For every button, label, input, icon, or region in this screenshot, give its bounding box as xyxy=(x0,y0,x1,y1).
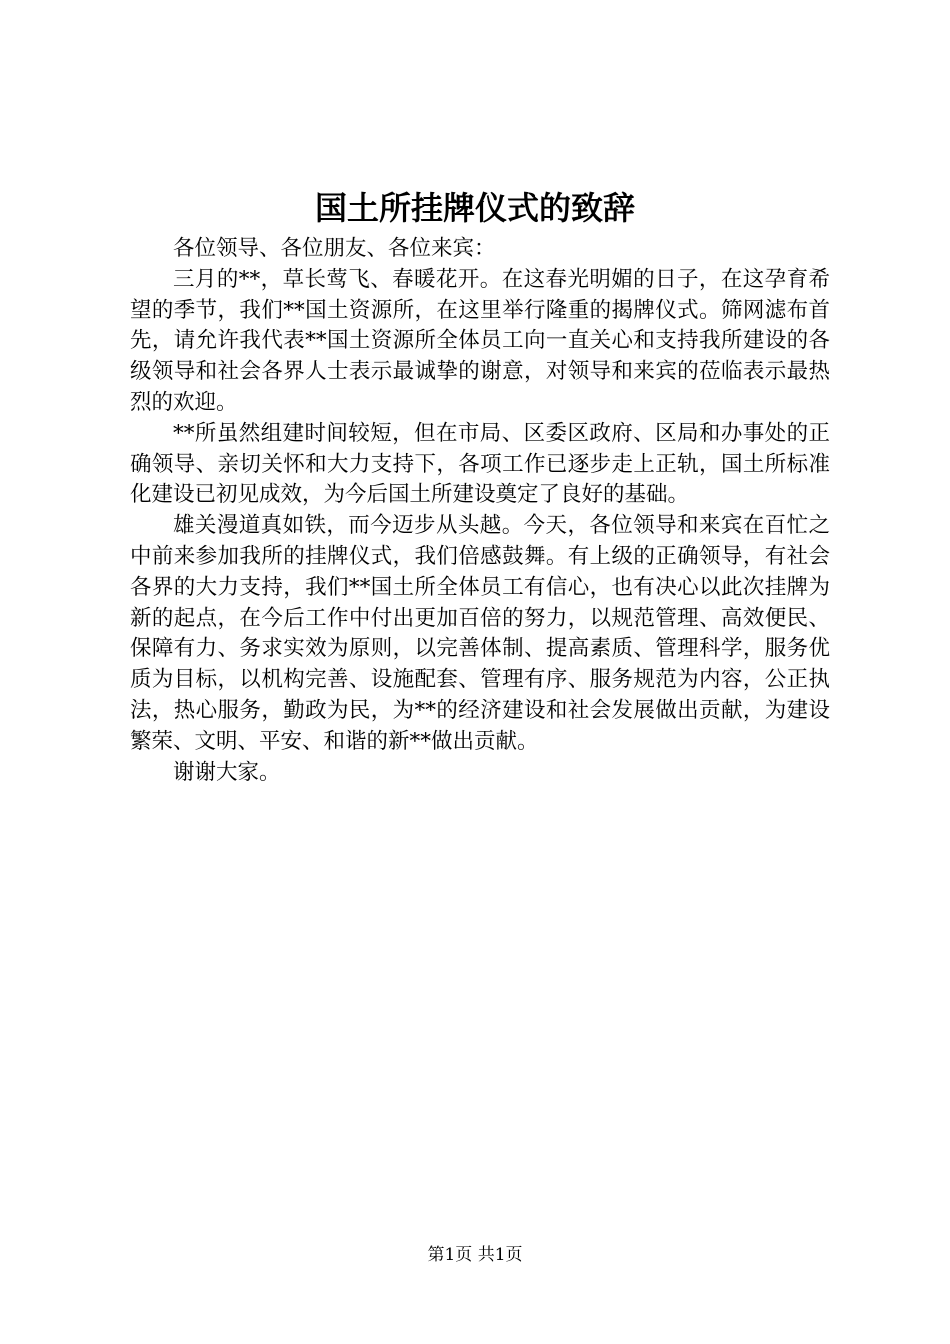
closing-paragraph: 谢谢大家。 xyxy=(173,759,281,785)
page-number-footer: 第1页 共1页 xyxy=(427,1245,523,1265)
body-paragraph-3: 雄关漫道真如铁，而今迈步从头越。今天，各位领导和来宾在百忙之中前来参加我所的挂牌仪式，我们倍感鼓舞。有上级的正确领导，有社会各界的大力支持，我们**国土所全体员工有信心，也有决心以此次挂牌为新的起点，在今后工作中付出更加百倍的努力，以规范管理、高效便民、保障有力、务求实效为原则，以完善体制、提高素质、管理科学，服务优质为目标，以机构完善、设施配套、管理有序、服务规范为内容，公正执法，热心服务，勤政为民，为**的经济建设和社会发展做出贡献，为建设繁荣、文明、平安、和谐的新**做出贡献。 xyxy=(130,513,830,754)
body-paragraph-2: **所虽然组建时间较短，但在市局、区委区政府、区局和办事处的正确领导、亲切关怀和大力支持下，各项工作已逐步走上正轨，国土所标准化建设已初见成效，为今后国土所建设奠定了良好的基础。 xyxy=(130,420,830,508)
salutation-paragraph: 各位领导、各位朋友、各位来宾： xyxy=(173,236,496,261)
document-body xyxy=(130,234,830,788)
body-paragraph-1: 三月的**，草长莺飞、春暖花开。在这春光明媚的日子，在这孕育希望的季节，我们**国土资源所，在这里举行隆重的揭牌仪式。筛网滤布首先，请允许我代表**国土资源所全体员工向一直关心和支持我所建设的各级领导和社会各界人士表示最诚挚的谢意，对领导和来宾的莅临表示最热烈的欢迎。 xyxy=(130,266,830,415)
document-title: 国土所挂牌仪式的致辞 xyxy=(314,189,635,227)
